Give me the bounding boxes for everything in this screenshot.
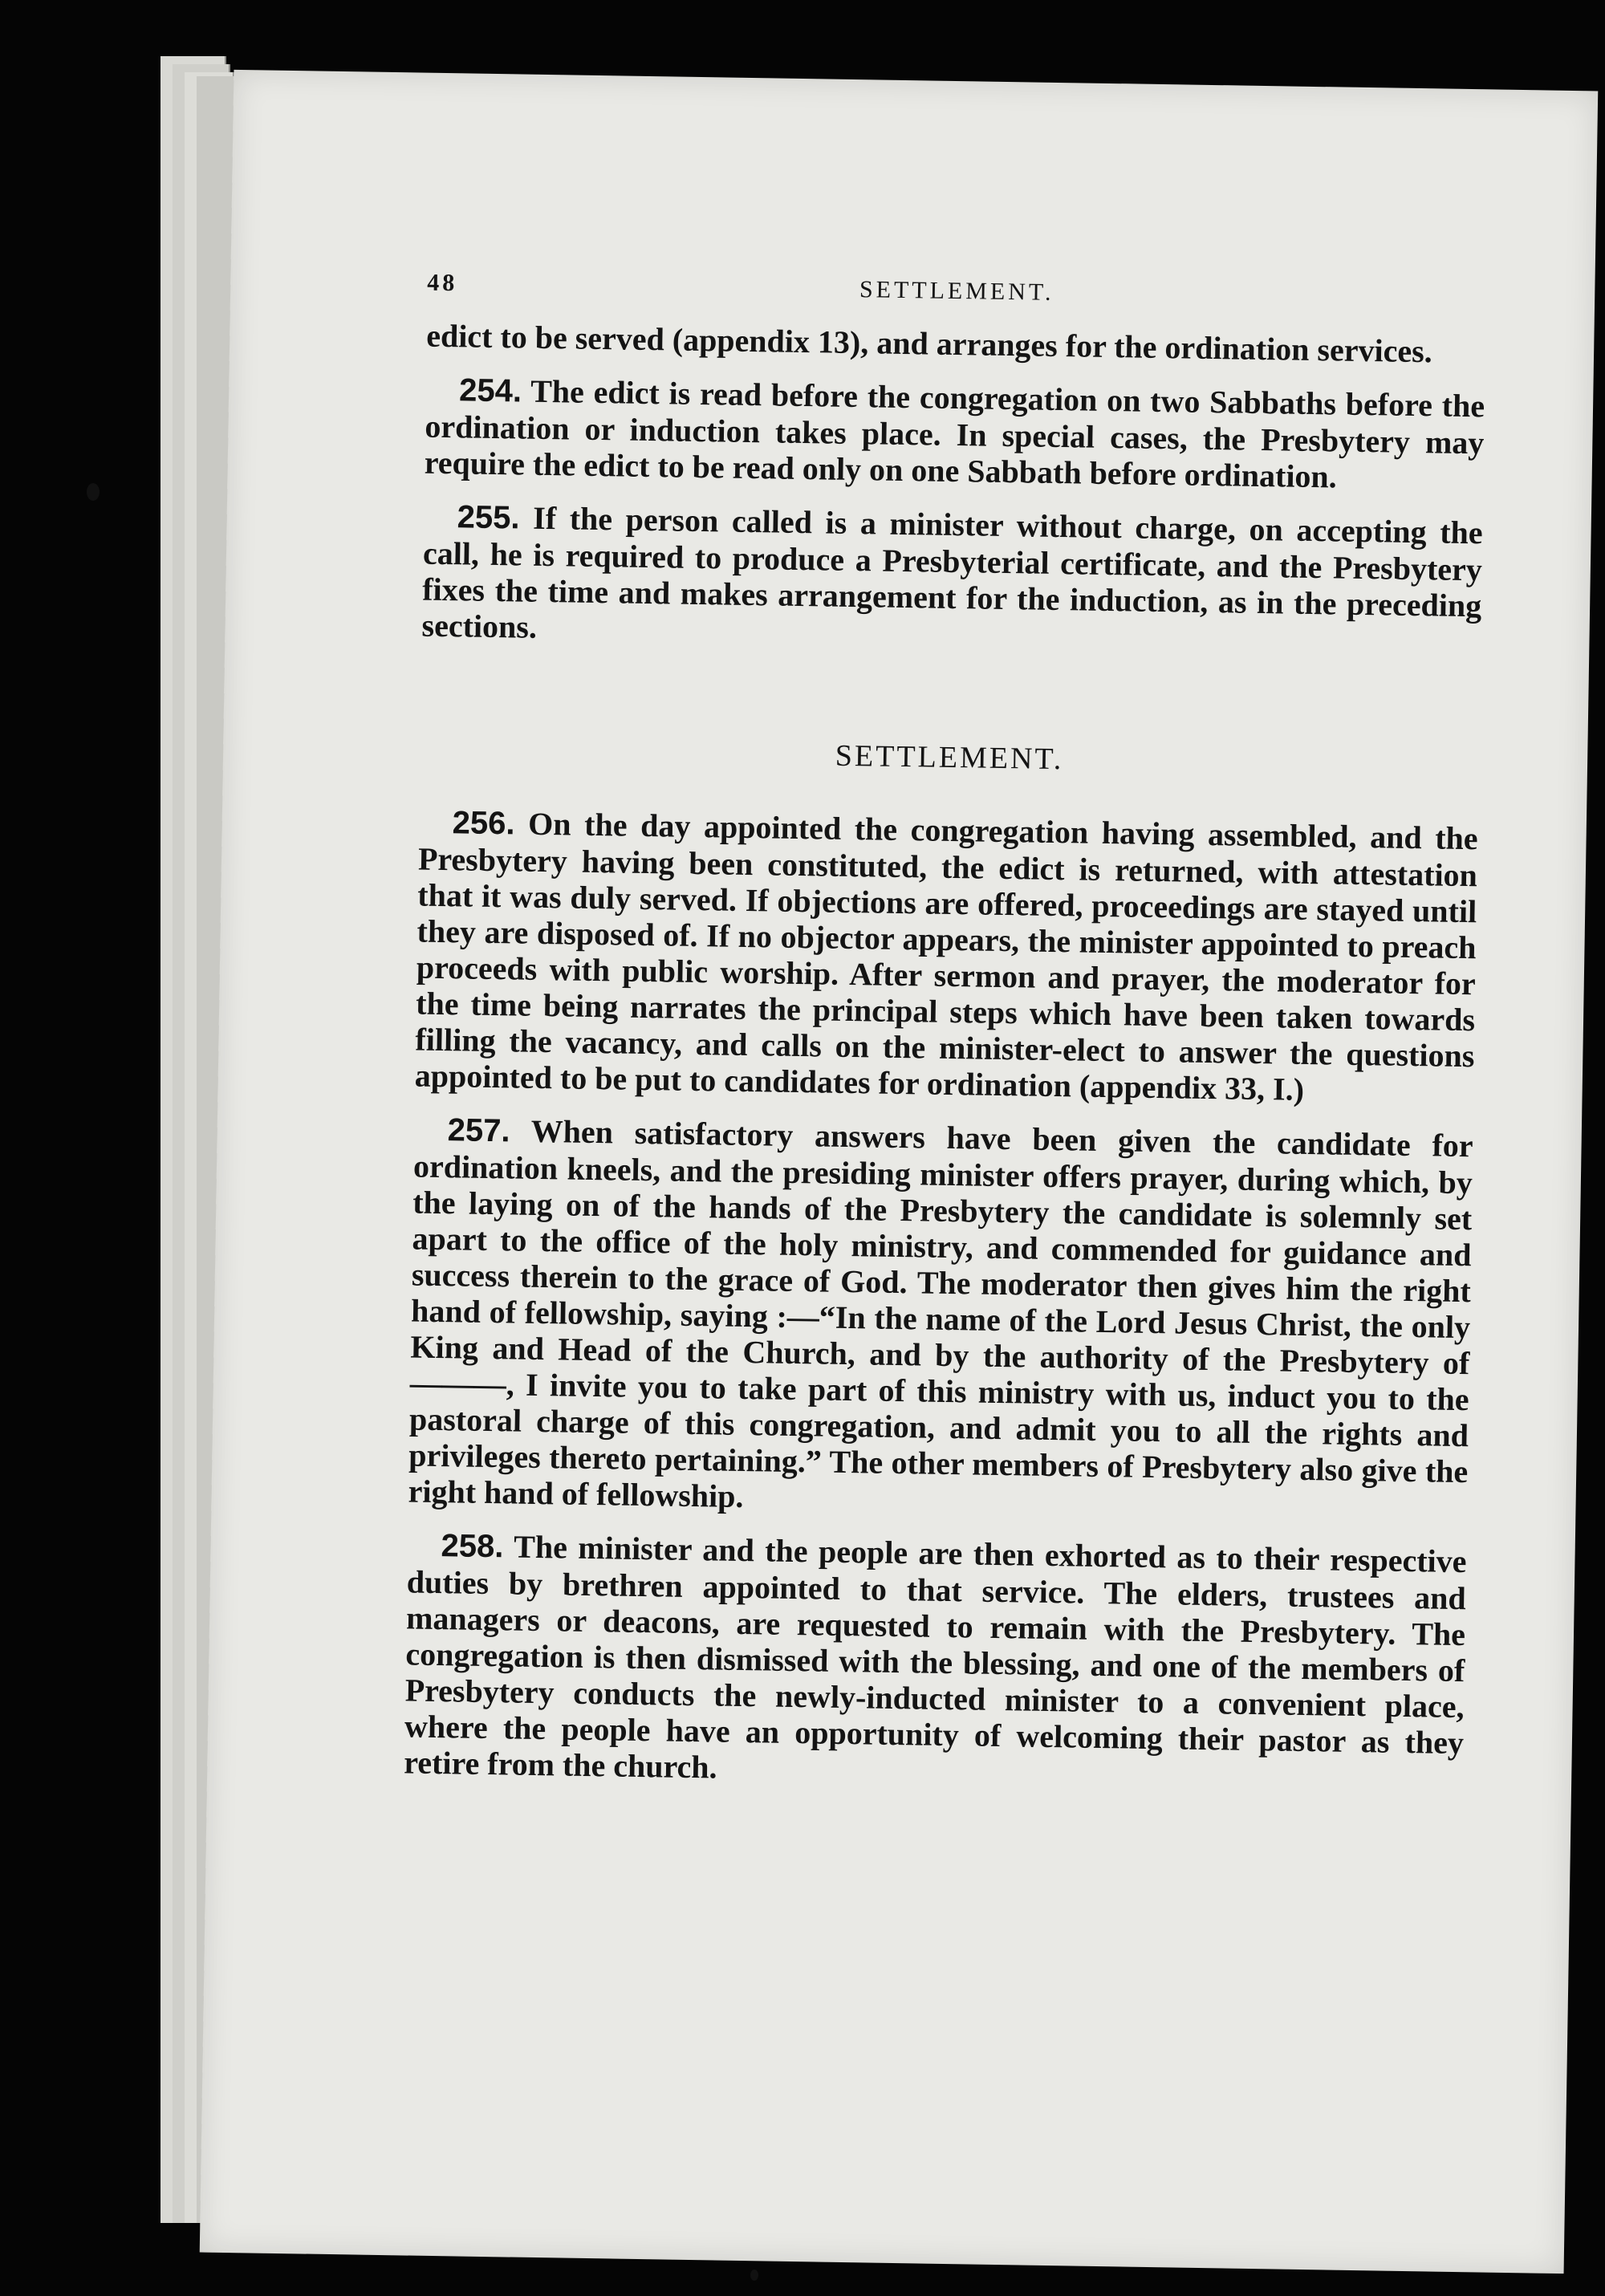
paragraph-text: The edict is read before the congregation on two Sabbaths before the ordination or induction takes place. In special cases, the Presbytery may require the edict to be read only on one Sabbath before ordination. bbox=[424, 372, 1485, 495]
paragraph-256 bbox=[414, 804, 1478, 1111]
section-number: 255. bbox=[457, 499, 520, 536]
dust-speck bbox=[750, 2270, 758, 2281]
book-page bbox=[200, 70, 1599, 2274]
page-content bbox=[404, 270, 1487, 1814]
paragraph-254 bbox=[424, 372, 1485, 498]
section-heading: SETTLEMENT. bbox=[835, 738, 1064, 777]
paragraph-text: The minister and the people are then exhorted as to their respective duties by brethren appointed to that service. The elders, trustees and managers or deacons, are requested to remain with the Presbytery. The congregation is then dismissed with the blessing, and one of the members of Presbytery conducts the newly-inducted minister to a convenient place, where the people have an opportunity of welcoming their pastor as they retire from the church. bbox=[404, 1528, 1467, 1786]
section-number: 258. bbox=[441, 1528, 504, 1565]
running-head-title: SETTLEMENT. bbox=[859, 276, 1054, 306]
section-number: 254. bbox=[458, 372, 522, 409]
paragraph-text: When satisfactory answers have been given the candidate for ordination kneels, and the presiding minister offers prayer, during which, by the laying on of the hands of the Presbytery the candidate is solemnly set apart to the office of the holy ministry, and commended for guidance and success therein to the grace of God. The moderator then gives him the right hand of fellowship, saying :—“In the name of the Lord Jesus Christ, the only King and Head of the Church, and by the authority of the Presbytery of———, I invite you to take part of this ministry with us, induct you to the pastoral charge of this congregation, and admit you to all the rights and privileges thereto pertaining.” The other members of Presbytery also give the right hand of fellowship. bbox=[408, 1112, 1473, 1515]
paragraph-255 bbox=[421, 498, 1483, 660]
paragraph-text: edict to be served (appendix 13), and arranges for the ordination services. bbox=[425, 317, 1433, 370]
section-number: 257. bbox=[447, 1112, 510, 1149]
paragraph-257 bbox=[408, 1111, 1473, 1526]
page-number: 48 bbox=[427, 269, 458, 297]
paragraph-258 bbox=[404, 1526, 1467, 1797]
dust-speck bbox=[87, 483, 100, 501]
section-number: 256. bbox=[452, 805, 515, 842]
paragraph-text: If the person called is a minister without charge, on accepting the call, he is required to produce a Presbyterial certificate, and the Presbytery fixes the time and makes arrangement for the induction, as in the preceding sections. bbox=[421, 499, 1483, 645]
paragraph-text: On the day appointed the congregation having assembled, and the Presbytery having been constituted, the edict is returned, with attestation that it was duly served. If objections are offered, proceedings are stayed until they are disposed of. If no objector appears, the minister appointed to preach proceeds with public worship. After sermon and prayer, the moderator for the time being narrates the principal steps which have been taken towards filling the vacancy, and calls on the minister-elect to answer the questions appointed to be put to candidates for ordination (appendix 33, I.) bbox=[414, 805, 1478, 1107]
